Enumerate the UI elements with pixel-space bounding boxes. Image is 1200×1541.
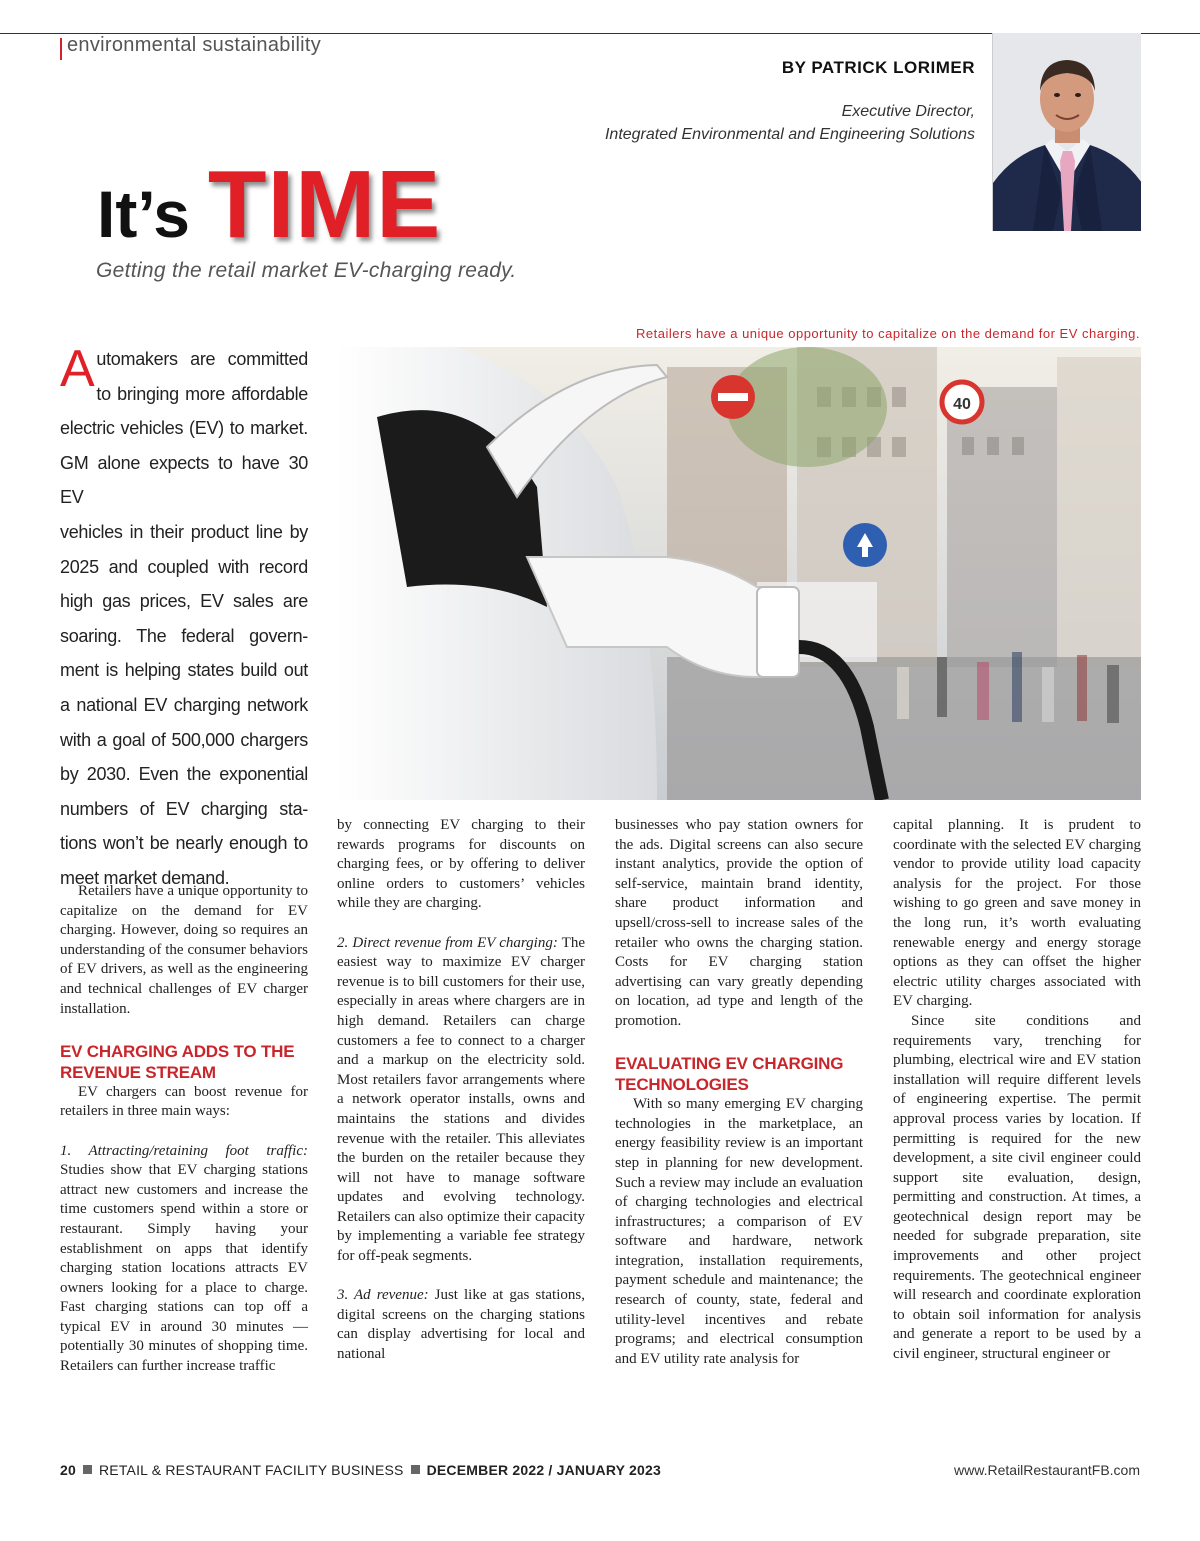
- lead-line: GM alone expects to have 30 EV: [60, 452, 308, 508]
- author-title: [605, 100, 975, 146]
- lead-line: numbers of EV charging sta-: [60, 798, 308, 819]
- subhead-evaluating-technologies: EVALUATING EV CHARGING TECHNOLOGIES: [615, 1054, 844, 1095]
- ev-charging-photo: [337, 347, 1141, 800]
- lead-line: high gas prices, EV sales are: [60, 591, 308, 612]
- author-title-line-1: Executive Director,: [841, 103, 975, 120]
- lead-line: meet market demand.: [60, 867, 230, 888]
- lead-line: soaring. The federal govern-: [60, 625, 308, 646]
- drop-cap: A: [60, 340, 95, 398]
- lead-line: to bringing more affordable: [96, 383, 308, 404]
- deck-subtitle: Getting the retail market EV-charging ready.: [96, 259, 517, 282]
- body-column-2: [337, 816, 585, 1365]
- subhead-revenue-stream: EV CHARGING ADDS TO THE REVENUE STREAM: [60, 1041, 295, 1082]
- body-paragraph: by connecting EV charging to their rewards programs for discounts on charging fees, or by offering to deliver online orders to customers’ vehicles while they are charging.: [337, 817, 585, 912]
- publication-name: RETAIL & RESTAURANT FACILITY BUSINESS: [98, 1462, 404, 1478]
- author-portrait-illustration: [993, 33, 1141, 231]
- body-paragraph-list-item: [337, 1286, 585, 1364]
- body-column-1: [60, 882, 308, 1377]
- lead-paragraph: [60, 342, 308, 896]
- body-paragraph: businesses who pay station owners for the ads. Digital screens can also secure instant analytics, provide the option of self-service, maintain brand identity, share product information and upsell/cross-sell to increase sales of the retailer who owns the charging station. Costs for EV charging station advertising can vary greatly depending on location, ad type and length of the promotion.: [615, 817, 863, 1029]
- website-url: www.RetailRestaurantFB.com: [954, 1462, 1140, 1478]
- headline-emphasis: TIME: [207, 151, 442, 258]
- lead-line: by 2030. Even the exponential: [60, 764, 308, 785]
- lead-line: tions won’t be nearly enough to: [60, 833, 308, 854]
- body-paragraph: Since site conditions and requirements vary, trenching for plumbing, electrical wire and EV station installation will require different levels of engineering expertise. The permit approval process varies by location. If permitting is required for the new development, a site civil engineer could support site evaluation, design, permitting and construction. At times, a geotechnical design report may be needed for subgrade preparation, site improvements and other project requirements. The geotechnical engineer will research and coordinate exploration to obtain soil information for analysis and generate a report to be used by a civil engineer, structural engineer or: [893, 1012, 1141, 1363]
- list-item-text: The easiest way to maximize EV charger revenue is to bill customers for their use, especially in areas where chargers are in high demand. Retailers can charge customers a fee to connect to a charger and a markup on the electricity sold. Most retailers favor arrangements where a network operator installs, owns and maintains the stations and divides revenue with the retailer. This alleviates the burden on the retailer because they will not have to manage software updates and evolving technology. Retailers can also optimize their capacity by implementing a variable fee strategy for off-peak segments.: [337, 934, 585, 1265]
- footer-square-icon: [83, 1465, 92, 1474]
- lead-line: with a goal of 500,000 chargers: [60, 729, 308, 750]
- header-rule-right: [1141, 33, 1200, 34]
- body-paragraph-list-item: [337, 934, 585, 1267]
- page-number: 20: [60, 1462, 76, 1478]
- author-headshot: [992, 33, 1141, 231]
- body-paragraph: capital planning. It is prudent to coordinate with the selected EV charging vendor to provide utility load capacity analysis for the project. For those wishing to go green and save money in the long run, it’s worth evaluating renewable energy and energy storage options as they can offset the higher electric utility charges associated with EV charging.: [893, 817, 1141, 1010]
- photo-caption: Retailers have a unique opportunity to capitalize on the demand for EV charging.: [636, 326, 1140, 341]
- lead-line: electric vehicles (EV) to market.: [60, 418, 308, 439]
- headline: [97, 150, 441, 260]
- ev-charging-illustration: [337, 347, 1141, 800]
- lead-line: vehicles in their product line by: [60, 521, 308, 542]
- lead-line: 2025 and coupled with record: [60, 556, 308, 577]
- lead-line: a national EV charging network: [60, 694, 308, 715]
- lead-line: utomakers are committed: [96, 349, 308, 369]
- body-column-4: [893, 816, 1141, 1365]
- list-item-text: Studies show that EV charging stations attract new customers and increase the time customers spend within a store or restaurant. Simply having your establishment on apps that identify charging station locations attracts EV owners looking for a place to charge. Fast charging stations can top off a typical EV in around 30 minutes — potentially 30 minutes of shopping time. Retailers can further increase traffic: [60, 1162, 308, 1375]
- list-item-label: 1. Attracting/retaining foot traffic:: [60, 1142, 308, 1159]
- list-item-label: 2. Direct revenue from EV charging:: [337, 934, 558, 951]
- issue-date: DECEMBER 2022 / JANUARY 2023: [426, 1462, 661, 1478]
- list-item-label: 3. Ad revenue:: [337, 1287, 429, 1304]
- body-paragraph: With so many emerging EV charging technologies in the marketplace, an energy feasibility review is an important step in planning for new development. Such a review may include an evaluation of charging technologies and electrical infrastructures; a comparison of EV software and hardware, network integration, installation requirements, payment schedule and maintenance; the research of county, state, federal and utility-level incentives and rebate programs; and electrical consumption and EV utility rate analysis for: [615, 1096, 863, 1367]
- section-marker: [60, 38, 62, 60]
- author-title-line-2: Integrated Environmental and Engineering Solutions: [604, 126, 975, 143]
- body-column-3: [615, 816, 863, 1369]
- headline-prefix: It’s: [97, 177, 190, 251]
- lead-line: ment is helping states build out: [60, 660, 308, 681]
- body-paragraph-list-item: [60, 1142, 308, 1377]
- footer-square-icon: [411, 1465, 420, 1474]
- speed-sign-text: 40: [953, 396, 971, 413]
- list-item-text: Just like at gas stations, digital screens on the charging stations can display advertising for local and national: [337, 1287, 585, 1363]
- page-footer: [60, 1462, 661, 1478]
- section-label: environmental sustainability: [67, 34, 322, 56]
- body-paragraph: Retailers have a unique opportunity to capitalize on the demand for EV charging. However, doing so requires an understanding of the consumer behaviors of EV drivers, as well as the engineering and technical challenges of EV charger installation.: [60, 883, 308, 1017]
- body-paragraph: EV chargers can boost revenue for retailers in three main ways:: [60, 1083, 308, 1120]
- byline: BY PATRICK LORIMER: [781, 58, 975, 77]
